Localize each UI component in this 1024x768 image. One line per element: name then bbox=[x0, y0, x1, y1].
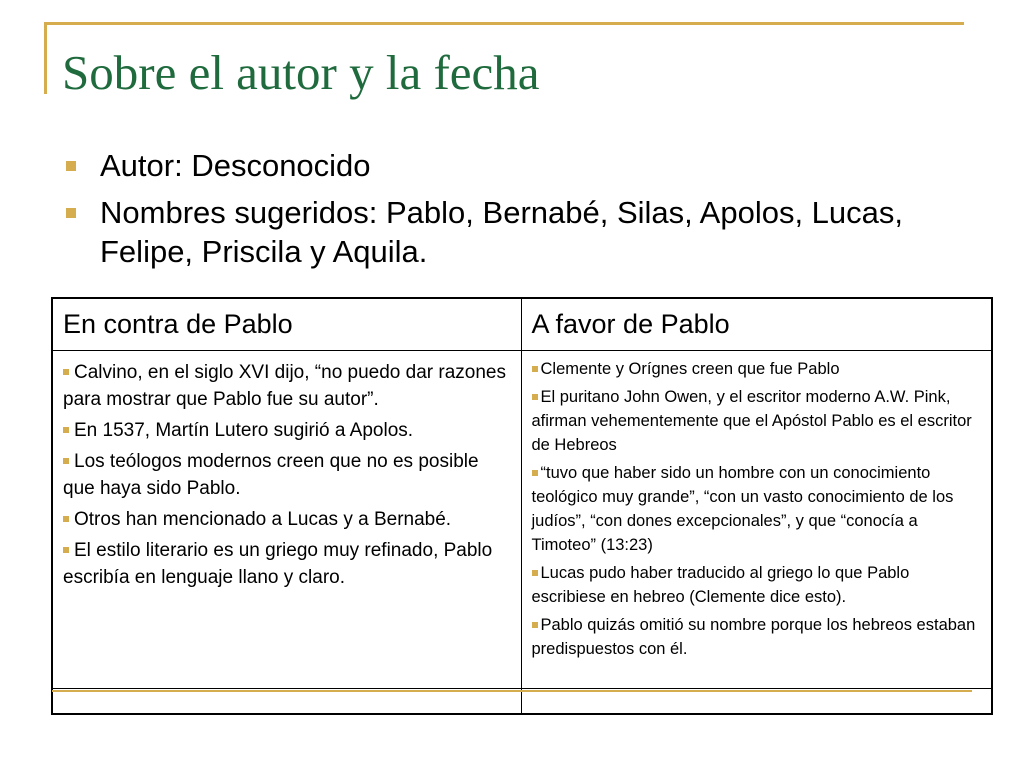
square-bullet-icon bbox=[532, 470, 538, 476]
list-item bbox=[63, 506, 511, 533]
list-item bbox=[532, 613, 982, 661]
square-bullet-icon bbox=[66, 161, 76, 171]
list-item bbox=[532, 461, 982, 557]
for-item-text: Lucas pudo haber traducido al griego lo que Pablo escribiese en hebreo (Clemente dice esto). bbox=[531, 563, 910, 606]
against-item-text: Los teólogos modernos creen que no es posible que haya sido Pablo. bbox=[63, 450, 479, 499]
square-bullet-icon bbox=[532, 622, 538, 628]
table-body-row bbox=[52, 350, 992, 689]
square-bullet-icon bbox=[63, 427, 69, 433]
decorative-top-rule bbox=[44, 22, 964, 25]
square-bullet-icon bbox=[63, 516, 69, 522]
list-item bbox=[63, 417, 511, 444]
list-item bbox=[63, 537, 511, 591]
list-item bbox=[532, 357, 982, 381]
bullet-item bbox=[64, 146, 964, 185]
table-header-row bbox=[52, 298, 992, 350]
comparison-table bbox=[51, 297, 993, 715]
square-bullet-icon bbox=[63, 369, 69, 375]
bullet-item bbox=[64, 193, 964, 271]
list-item bbox=[63, 448, 511, 502]
square-bullet-icon bbox=[532, 570, 538, 576]
for-item-text: Pablo quizás omitió su nombre porque los hebreos estaban predispuestos con él. bbox=[531, 615, 976, 658]
for-paul-cell bbox=[521, 350, 992, 689]
square-bullet-icon bbox=[66, 208, 76, 218]
against-item-text: Calvino, en el siglo XVI dijo, “no puedo dar razones para mostrar que Pablo fue su autor”. bbox=[63, 361, 506, 410]
header-for-paul: A favor de Pablo bbox=[521, 298, 992, 350]
bullet-list bbox=[64, 146, 964, 279]
against-item-text: En 1537, Martín Lutero sugirió a Apolos. bbox=[74, 419, 414, 441]
square-bullet-icon bbox=[532, 394, 538, 400]
against-item-text: El estilo literario es un griego muy refinado, Pablo escribía en lenguaje llano y claro. bbox=[63, 539, 493, 588]
empty-cell bbox=[52, 689, 521, 715]
square-bullet-icon bbox=[63, 547, 69, 553]
header-against-paul: En contra de Pablo bbox=[52, 298, 521, 350]
table-empty-row bbox=[52, 689, 992, 715]
for-item-text: El puritano John Owen, y el escritor moderno A.W. Pink, afirman vehementemente que el Apóstol Pablo es el escritor de Hebreos bbox=[531, 387, 972, 454]
bullet-text-author: Autor: Desconocido bbox=[100, 148, 371, 183]
against-paul-cell bbox=[52, 350, 521, 689]
square-bullet-icon bbox=[532, 366, 538, 372]
bullet-text-suggested-names: Nombres sugeridos: Pablo, Bernabé, Silas, Apolos, Lucas, Felipe, Priscila y Aquila. bbox=[100, 195, 904, 269]
empty-cell bbox=[521, 689, 992, 715]
square-bullet-icon bbox=[63, 458, 69, 464]
for-item-text: Clemente y Orígnes creen que fue Pablo bbox=[540, 359, 840, 378]
list-item bbox=[63, 359, 511, 413]
slide-title: Sobre el autor y la fecha bbox=[62, 45, 540, 100]
for-item-text: “tuvo que haber sido un hombre con un conocimiento teológico muy grande”, “con un vasto conocimiento de los judíos”, “con dones excepcionales”, y que “conocía a Timoteo” (13:23) bbox=[531, 463, 954, 554]
decorative-bottom-rule bbox=[52, 690, 972, 692]
list-item bbox=[532, 561, 982, 609]
list-item bbox=[532, 385, 982, 457]
against-item-text: Otros han mencionado a Lucas y a Bernabé. bbox=[74, 508, 452, 530]
decorative-left-rule bbox=[44, 22, 47, 94]
